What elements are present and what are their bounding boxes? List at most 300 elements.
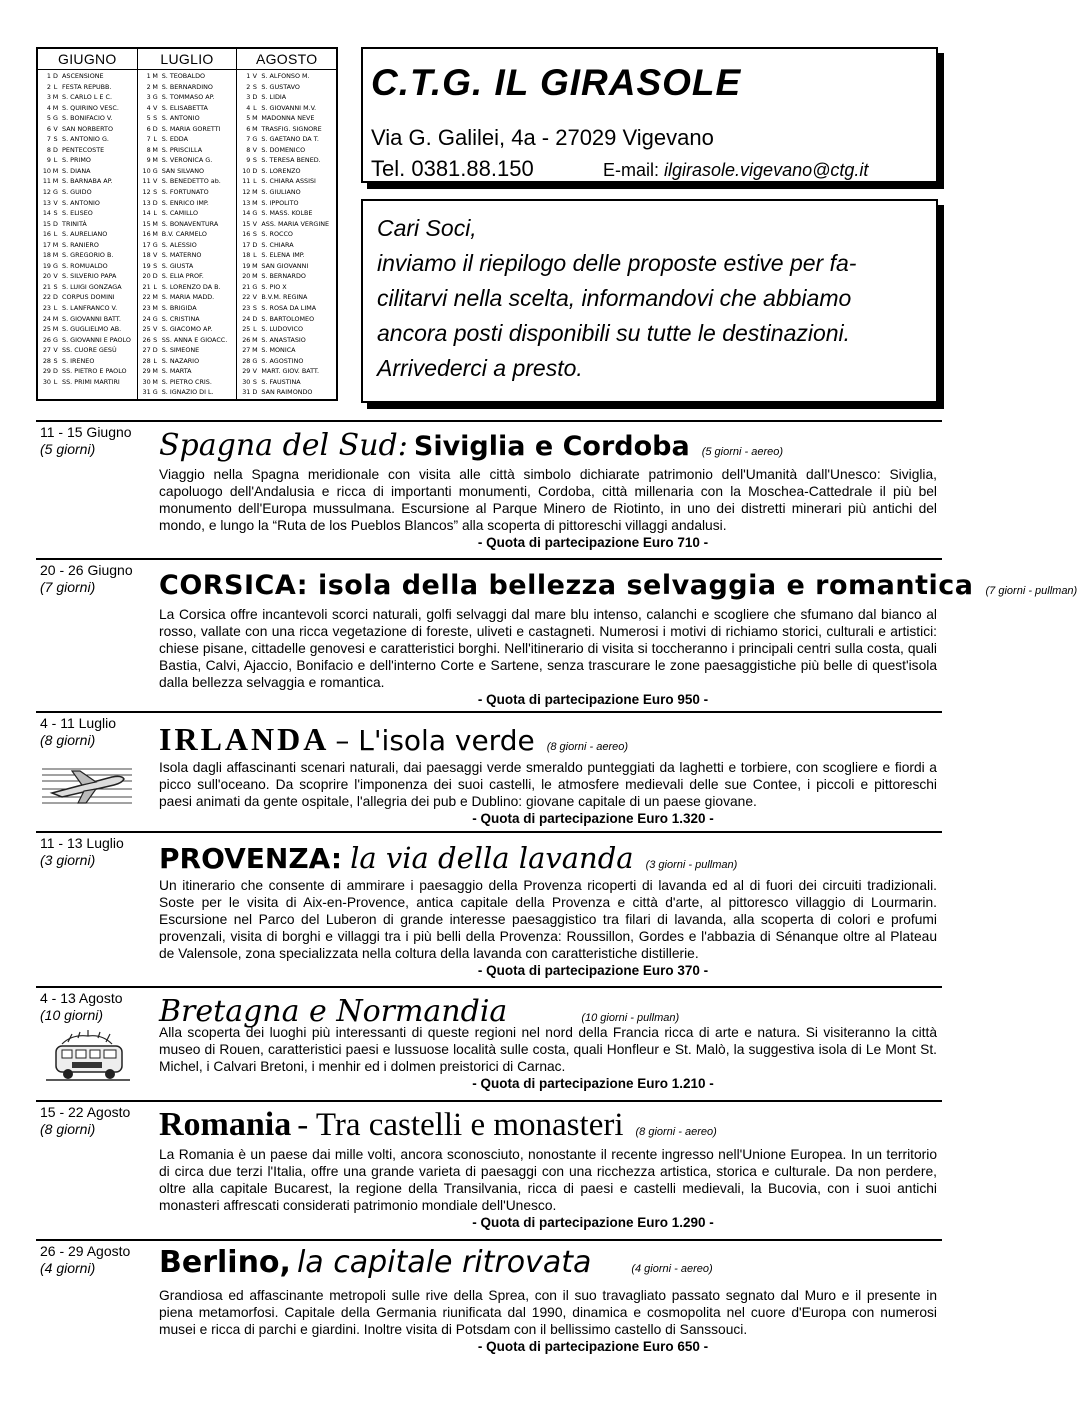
day-number: 25 xyxy=(42,325,51,334)
day-number: 20 xyxy=(42,272,51,281)
weekday: G xyxy=(53,261,58,270)
trip-duration: (8 giorni) xyxy=(40,1121,96,1137)
calendar-day xyxy=(237,315,336,326)
day-number: 23 xyxy=(142,304,151,313)
weekday: G xyxy=(53,335,58,344)
day-list xyxy=(237,70,336,399)
weekday: S xyxy=(153,188,158,197)
calendar-day xyxy=(38,156,137,167)
weekday: V xyxy=(252,367,258,376)
day-number: 12 xyxy=(42,188,51,197)
saint-name: CORPUS DOMINI xyxy=(62,293,115,302)
trip-price: - Quota di partecipazione Euro 1.290 - xyxy=(472,1215,714,1230)
day-number: 12 xyxy=(142,188,151,197)
weekday: M xyxy=(252,346,258,355)
saint-name: S. BERNARDO xyxy=(261,272,306,281)
saint-name: S. MONICA xyxy=(261,346,296,355)
weekday: G xyxy=(252,356,258,365)
day-number: 1 xyxy=(146,72,151,80)
trip-dates xyxy=(40,835,124,869)
weekday: S xyxy=(252,304,257,313)
saint-name: S. LORENZO xyxy=(261,166,301,175)
day-list xyxy=(38,70,137,399)
saint-name: S. MARTA xyxy=(161,367,192,376)
trip-description: Alla scoperta dei luoghi più interessanti di queste regioni nel nord della Francia ricca di arte e natura. Si visiteranno la città museo di Rouen, caratteristici paesi e lussuose località sulle costa, quali Honfleur e St. Malò, la suggestiva isola di Le Mont St. Michel, i Calvari Bretoni, i menhir ed i dolmen preistorici di Carnac. xyxy=(159,1025,937,1074)
weekday: M xyxy=(52,240,59,249)
day-number: 6 xyxy=(146,124,151,133)
weekday: M xyxy=(52,177,59,186)
weekday: M xyxy=(252,124,258,133)
calendar-day xyxy=(138,272,237,283)
saint-name: S. BERNARDINO xyxy=(161,82,213,91)
saint-name: S. GIOVANNI BATT. xyxy=(62,314,121,323)
saint-name: S. LORENZO DA B. xyxy=(161,282,221,291)
day-number: 10 xyxy=(42,166,51,175)
calendar-day xyxy=(138,177,237,188)
day-number: 31 xyxy=(242,388,251,397)
saint-name: S. ANTONIO xyxy=(62,198,100,207)
calendar-day xyxy=(138,230,237,241)
greeting-line: ancora posti disponibili su tutte le destinazioni. xyxy=(377,320,851,346)
trip-description-block xyxy=(159,606,937,708)
saint-name: S. SIMEONE xyxy=(161,346,200,355)
calendar-day xyxy=(38,167,137,178)
organization-email xyxy=(603,160,868,181)
weekday: D xyxy=(152,272,158,281)
divider xyxy=(36,986,942,988)
day-number: 30 xyxy=(42,377,51,386)
weekday: M xyxy=(152,156,158,165)
weekday: M xyxy=(152,377,158,386)
trip-berlino xyxy=(36,1239,942,1379)
weekday: S xyxy=(252,82,257,91)
weekday: D xyxy=(53,145,58,154)
calendar-day xyxy=(138,325,237,336)
calendar-day xyxy=(138,83,237,94)
day-number: 26 xyxy=(142,335,151,344)
weekday: M xyxy=(152,145,158,154)
trip-title-sub: la capitale ritrovata xyxy=(296,1245,592,1280)
weekday: M xyxy=(152,72,158,80)
weekday: M xyxy=(152,293,158,302)
saint-name: S. LUIGI GONZAGA xyxy=(62,282,122,291)
calendar-day xyxy=(38,293,137,304)
saint-name: SAN RAIMONDO xyxy=(261,388,313,397)
trip-description: Grandiosa ed affascinante metropoli sulle rive della Sprea, con il suo travagliato passato segnato dal Muro e il presente in piena metamorfosi. Capitale della Germania riunificata dal 1990, dinamica e cosmopolita nel cuore d'Europa con numerosi musei e ricca di parchi e giardini. Inoltre visita di Potsdam con il bellissimo castello di Sanssouci. xyxy=(159,1288,937,1337)
trip-title-sub: Siviglia e Cordoba xyxy=(413,431,690,462)
day-number: 5 xyxy=(46,114,51,123)
trip-dates xyxy=(40,715,116,749)
calendar-day xyxy=(237,378,336,389)
day-number: 27 xyxy=(42,346,51,355)
trip-romania xyxy=(36,1100,942,1240)
calendar-day xyxy=(237,83,336,94)
saint-name: S. ANTONIO xyxy=(161,114,200,123)
calendar-day xyxy=(38,357,137,368)
day-number: 29 xyxy=(242,367,251,376)
trip-title xyxy=(159,1245,713,1280)
calendar-day xyxy=(38,146,137,157)
weekday: V xyxy=(152,177,158,186)
calendar-day xyxy=(138,378,237,389)
saint-name: S. GIACOMO AP. xyxy=(161,325,213,334)
calendar-day xyxy=(38,367,137,378)
saint-name: S. AURELIANO xyxy=(62,230,108,239)
day-number: 24 xyxy=(242,314,251,323)
day-number: 10 xyxy=(142,166,151,175)
weekday: D xyxy=(53,293,58,302)
calendar-day xyxy=(237,167,336,178)
saint-name: S. ENRICO IMP. xyxy=(161,198,209,207)
saint-name: S. CRISTINA xyxy=(161,314,200,323)
trip-title xyxy=(159,428,783,463)
trip-title-main: Spagna del Sud: xyxy=(159,428,408,463)
day-number: 23 xyxy=(42,304,51,313)
day-number: 30 xyxy=(142,377,151,386)
day-number: 26 xyxy=(42,335,51,344)
trip-meta: (4 giorni - aereo) xyxy=(631,1263,713,1275)
saint-name: S. BONAVENTURA xyxy=(161,219,219,228)
weekday: M xyxy=(152,219,158,228)
saint-name: S. ELISABETTA xyxy=(161,103,208,112)
trip-price: - Quota di partecipazione Euro 650 - xyxy=(477,1339,709,1354)
saint-name: S. MARIA GORETTI xyxy=(161,124,221,133)
day-number: 7 xyxy=(246,135,251,144)
saint-name: MART. GIOV. BATT. xyxy=(261,367,320,376)
weekday: M xyxy=(152,82,158,91)
day-number: 16 xyxy=(242,230,251,239)
weekday: D xyxy=(53,219,58,228)
calendar-day xyxy=(237,325,336,336)
weekday: M xyxy=(52,166,59,175)
weekday: V xyxy=(152,103,158,112)
calendar-day xyxy=(138,72,237,83)
saint-name: SS. PRIMI MARTIRI xyxy=(62,377,120,386)
organization-name: C.T.G. IL GIRASOLE xyxy=(371,62,742,103)
saint-name: S. LUDOVICO xyxy=(261,325,304,334)
weekday: V xyxy=(252,293,258,302)
calendar-day xyxy=(138,388,237,399)
greeting-line: inviamo il riepilogo delle proposte estive per fa- xyxy=(377,250,857,276)
calendar-day xyxy=(138,293,237,304)
calendar-day xyxy=(38,304,137,315)
day-number: 12 xyxy=(242,188,251,197)
calendar-day xyxy=(237,199,336,210)
weekday: M xyxy=(52,103,59,112)
weekday: L xyxy=(253,325,257,334)
weekday: L xyxy=(53,304,58,313)
day-number: 29 xyxy=(42,367,51,376)
trip-corsica xyxy=(36,558,1077,713)
saint-name: SS. ANNA E GIOACC. xyxy=(161,335,228,344)
greeting-line: cilitarvi nella scelta, informandovi che abbiamo xyxy=(377,285,852,311)
trip-price: - Quota di partecipazione Euro 370 - xyxy=(477,963,709,978)
calendar-day xyxy=(237,93,336,104)
trip-duration: (7 giorni) xyxy=(40,579,96,595)
calendar-day xyxy=(138,114,237,125)
saint-name: S. IGNAZIO DI L. xyxy=(161,388,214,397)
calendar-day xyxy=(237,388,336,399)
trip-title xyxy=(159,570,1077,601)
calendar-day xyxy=(38,283,137,294)
trip-bretagna xyxy=(36,986,942,1102)
calendar-day xyxy=(138,135,237,146)
saint-name: S. EDDA xyxy=(161,135,188,144)
weekday: V xyxy=(53,124,58,133)
calendar-day xyxy=(138,357,237,368)
trip-meta: (8 giorni - aereo) xyxy=(635,1126,717,1138)
weekday: D xyxy=(152,346,158,355)
saint-name: S. ALFONSO M. xyxy=(261,72,310,80)
email-label: E-mail: xyxy=(603,160,665,180)
saint-name: S. MATERNO xyxy=(161,251,202,260)
weekday: S xyxy=(153,114,158,123)
day-number: 25 xyxy=(242,325,251,334)
day-number: 6 xyxy=(46,124,51,133)
trip-date-range: 4 - 13 Agosto xyxy=(40,990,123,1006)
weekday: S xyxy=(153,261,158,270)
saint-name: S. QUIRINO VESC. xyxy=(62,103,119,112)
day-number: 15 xyxy=(242,219,251,228)
saint-name: S. FORTUNATO xyxy=(161,188,209,197)
day-number: 7 xyxy=(146,135,151,144)
day-number: 14 xyxy=(42,209,51,218)
weekday: V xyxy=(53,346,58,355)
weekday: L xyxy=(153,209,157,218)
weekday: M xyxy=(152,367,158,376)
day-number: 2 xyxy=(146,82,151,91)
calendar-day xyxy=(38,230,137,241)
trip-meta: (10 giorni - pullman) xyxy=(581,1012,680,1024)
day-number: 5 xyxy=(146,114,151,123)
calendar-day xyxy=(237,367,336,378)
saint-name: S. GUSTAVO xyxy=(261,82,300,91)
weekday: D xyxy=(252,166,258,175)
weekday: D xyxy=(152,124,158,133)
saint-name: SS. PIETRO E PAOLO xyxy=(62,367,127,376)
saint-name: S. CAMILLO xyxy=(161,209,198,218)
day-number: 30 xyxy=(242,377,251,386)
weekday: M xyxy=(252,272,258,281)
saint-name: S. TOMMASO AP. xyxy=(161,93,215,102)
calendar-day xyxy=(237,357,336,368)
saint-name: S. BRIGIDA xyxy=(161,304,197,313)
day-number: 19 xyxy=(42,261,51,270)
calendar-day xyxy=(237,336,336,347)
weekday: G xyxy=(252,209,258,218)
trip-description-block xyxy=(159,1287,937,1355)
weekday: V xyxy=(53,198,58,207)
calendar-day xyxy=(237,304,336,315)
saint-name: B.V.M. REGINA xyxy=(261,293,308,302)
weekday: V xyxy=(152,251,158,260)
weekday: D xyxy=(252,93,258,102)
weekday: M xyxy=(252,188,258,197)
day-number: 19 xyxy=(242,261,251,270)
calendar-day xyxy=(237,114,336,125)
weekday: S xyxy=(53,356,58,365)
saint-name: S. ELISEO xyxy=(62,209,93,218)
trip-description: Isola dagli affascinanti scenari naturali, dai paesaggi verde smeraldo punteggiati da laghetti e torbiere, con scogliere e fiordi a picco sull'oceano. Da scoprire l'imponenza dei suoi castelli, le atmosfere medievali delle sue Contee, i piccoli e pittoreschi paesi animati da gente ospitale, l'allegria dei pub e Dublino: giovane capitale di un paese giovane. xyxy=(159,760,937,809)
trip-title-main: CORSICA: isola della bellezza selvaggia e romantica xyxy=(159,570,974,601)
saint-name: S. GIOVANNI E PAOLO xyxy=(62,335,131,344)
greeting-line: Arrivederci a presto. xyxy=(377,355,583,381)
calendar-day xyxy=(138,156,237,167)
weekday: V xyxy=(252,145,258,154)
calendar-day xyxy=(38,83,137,94)
calendar-day xyxy=(237,283,336,294)
weekday: D xyxy=(252,240,258,249)
calendar-day xyxy=(237,104,336,115)
weekday: M xyxy=(252,114,258,123)
day-number: 26 xyxy=(242,335,251,344)
day-number: 17 xyxy=(42,240,51,249)
calendar-day xyxy=(138,315,237,326)
trip-description-block xyxy=(159,759,937,827)
day-number: 8 xyxy=(246,145,251,154)
calendar-day xyxy=(38,114,137,125)
trip-meta: (5 giorni - aereo) xyxy=(701,446,784,458)
weekday: G xyxy=(252,282,258,291)
saint-name: S. BARTOLOMEO xyxy=(261,314,315,323)
day-number: 3 xyxy=(246,93,251,102)
day-number: 25 xyxy=(142,325,151,334)
saint-name: S. RANIERO xyxy=(62,240,99,249)
day-number: 17 xyxy=(142,240,151,249)
day-number: 22 xyxy=(42,293,51,302)
trip-description: La Corsica offre incantevoli scorci naturali, golfi selvaggi dal mare blu intenso, calanchi e scogliere che sfumano dal bianco al rosso, vallate con una ricca vegetazione di foreste, uliveti e castagneti. Numerosi i motivi di richiamo storici, culturali e artistici: chiese pisane, cittadelle genovesi e caratteristici borghi. Nell'itinerario di visita si toccheranno i principali centri sulla costa, quali Bastia, Calvi, Ajaccio, Bonifacio e dell'interno Corte e Sartene, senza trascurare le zone paesaggistiche più belle di quest'isola dalla bellezza selvaggia e romantica. xyxy=(159,607,937,690)
bus-icon xyxy=(42,1030,134,1091)
trip-duration: (5 giorni) xyxy=(40,441,96,457)
day-number: 23 xyxy=(242,304,251,313)
greeting-line: Cari Soci, xyxy=(377,215,477,241)
trip-date-range: 4 - 11 Luglio xyxy=(40,715,117,731)
weekday: S xyxy=(252,156,257,165)
saint-name: S. PIETRO CRIS. xyxy=(161,377,212,386)
calendar-day xyxy=(138,209,237,220)
weekday: V xyxy=(152,325,158,334)
calendar-day xyxy=(138,262,237,273)
day-number: 4 xyxy=(246,103,251,112)
saint-name: S. AGOSTINO xyxy=(261,356,304,365)
weekday: G xyxy=(152,388,158,397)
day-number: 9 xyxy=(46,156,51,165)
calendar-day xyxy=(237,220,336,231)
trip-price: - Quota di partecipazione Euro 710 - xyxy=(477,535,709,550)
saint-name: ASCENSIONE xyxy=(62,72,104,80)
calendar-day xyxy=(38,251,137,262)
trip-date-range: 26 - 29 Agosto xyxy=(40,1243,131,1259)
calendar-day xyxy=(237,135,336,146)
saint-name: S. GAETANO DA T. xyxy=(261,135,319,144)
day-number: 13 xyxy=(142,198,151,207)
weekday: L xyxy=(53,377,58,386)
trip-price: - Quota di partecipazione Euro 1.210 - xyxy=(472,1076,714,1091)
calendar-day xyxy=(237,241,336,252)
calendar-day xyxy=(138,346,237,357)
day-number: 24 xyxy=(42,314,51,323)
day-number: 8 xyxy=(46,145,51,154)
weekday: M xyxy=(52,251,59,260)
trip-title xyxy=(159,1106,717,1144)
email-link[interactable]: ilgirasole.vigevano@ctg.it xyxy=(664,160,869,180)
calendar-day xyxy=(138,220,237,231)
trip-dates xyxy=(40,1104,130,1138)
weekday: D xyxy=(152,198,158,207)
weekday: M xyxy=(52,314,59,323)
weekday: L xyxy=(253,103,257,112)
saint-name: S. GUIDO xyxy=(62,188,92,197)
calendar-day xyxy=(138,93,237,104)
divider xyxy=(36,558,942,560)
calendar-day xyxy=(38,177,137,188)
month-name: LUGLIO xyxy=(138,49,237,70)
weekday: L xyxy=(53,82,58,91)
weekday: L xyxy=(53,156,58,165)
saint-name: S. ROSA DA LIMA xyxy=(261,304,317,313)
calendar-day xyxy=(237,293,336,304)
calendar-day xyxy=(38,388,137,399)
day-number: 11 xyxy=(42,177,51,186)
day-number: 1 xyxy=(246,72,251,80)
saint-name: S. IPPOLITO xyxy=(261,198,299,207)
weekday: L xyxy=(253,177,257,186)
day-number: 4 xyxy=(146,103,151,112)
calendar-day xyxy=(38,315,137,326)
saint-name: S. PIO X xyxy=(261,282,287,291)
calendar-day xyxy=(138,336,237,347)
saint-name: S. BONIFACIO V. xyxy=(62,114,113,123)
saint-name: SS. CUORE GESÙ xyxy=(62,346,117,355)
day-number: 20 xyxy=(142,272,151,281)
trip-title-sub: - Tra castelli e monasteri xyxy=(297,1107,624,1143)
saint-name: S. GREGORIO B. xyxy=(62,251,114,260)
month-name: AGOSTO xyxy=(237,49,336,70)
divider xyxy=(36,1239,942,1241)
weekday: L xyxy=(253,251,257,260)
saint-name: S. MARIA MADD. xyxy=(161,293,215,302)
day-number: 18 xyxy=(142,251,151,260)
saint-name: S. MASS. KOLBE xyxy=(261,209,313,218)
day-number: 29 xyxy=(142,367,151,376)
weekday: S xyxy=(53,282,58,291)
saint-name: S. ALESSIO xyxy=(161,240,197,249)
calendar-day xyxy=(38,135,137,146)
saint-name: S. TERESA BENED. xyxy=(261,156,321,165)
day-number: 11 xyxy=(142,177,151,186)
saint-name: SAN GIOVANNI xyxy=(261,261,309,270)
day-list xyxy=(138,70,237,399)
calendar-day xyxy=(138,251,237,262)
organization-header xyxy=(361,47,938,183)
saint-name: S. TEOBALDO xyxy=(161,72,206,80)
calendar xyxy=(36,47,338,401)
calendar-day xyxy=(38,72,137,83)
day-number: 21 xyxy=(142,282,151,291)
day-number: 21 xyxy=(42,282,51,291)
saint-name: TRINITÀ xyxy=(62,219,87,228)
calendar-day xyxy=(38,93,137,104)
saint-name: S. ELIA PROF. xyxy=(161,272,204,281)
calendar-day xyxy=(38,346,137,357)
calendar-day xyxy=(138,167,237,178)
day-number: 27 xyxy=(142,346,151,355)
calendar-day xyxy=(38,272,137,283)
weekday: G xyxy=(152,240,158,249)
calendar-day xyxy=(38,209,137,220)
calendar-day xyxy=(138,125,237,136)
saint-name: PENTECOSTE xyxy=(62,145,105,154)
